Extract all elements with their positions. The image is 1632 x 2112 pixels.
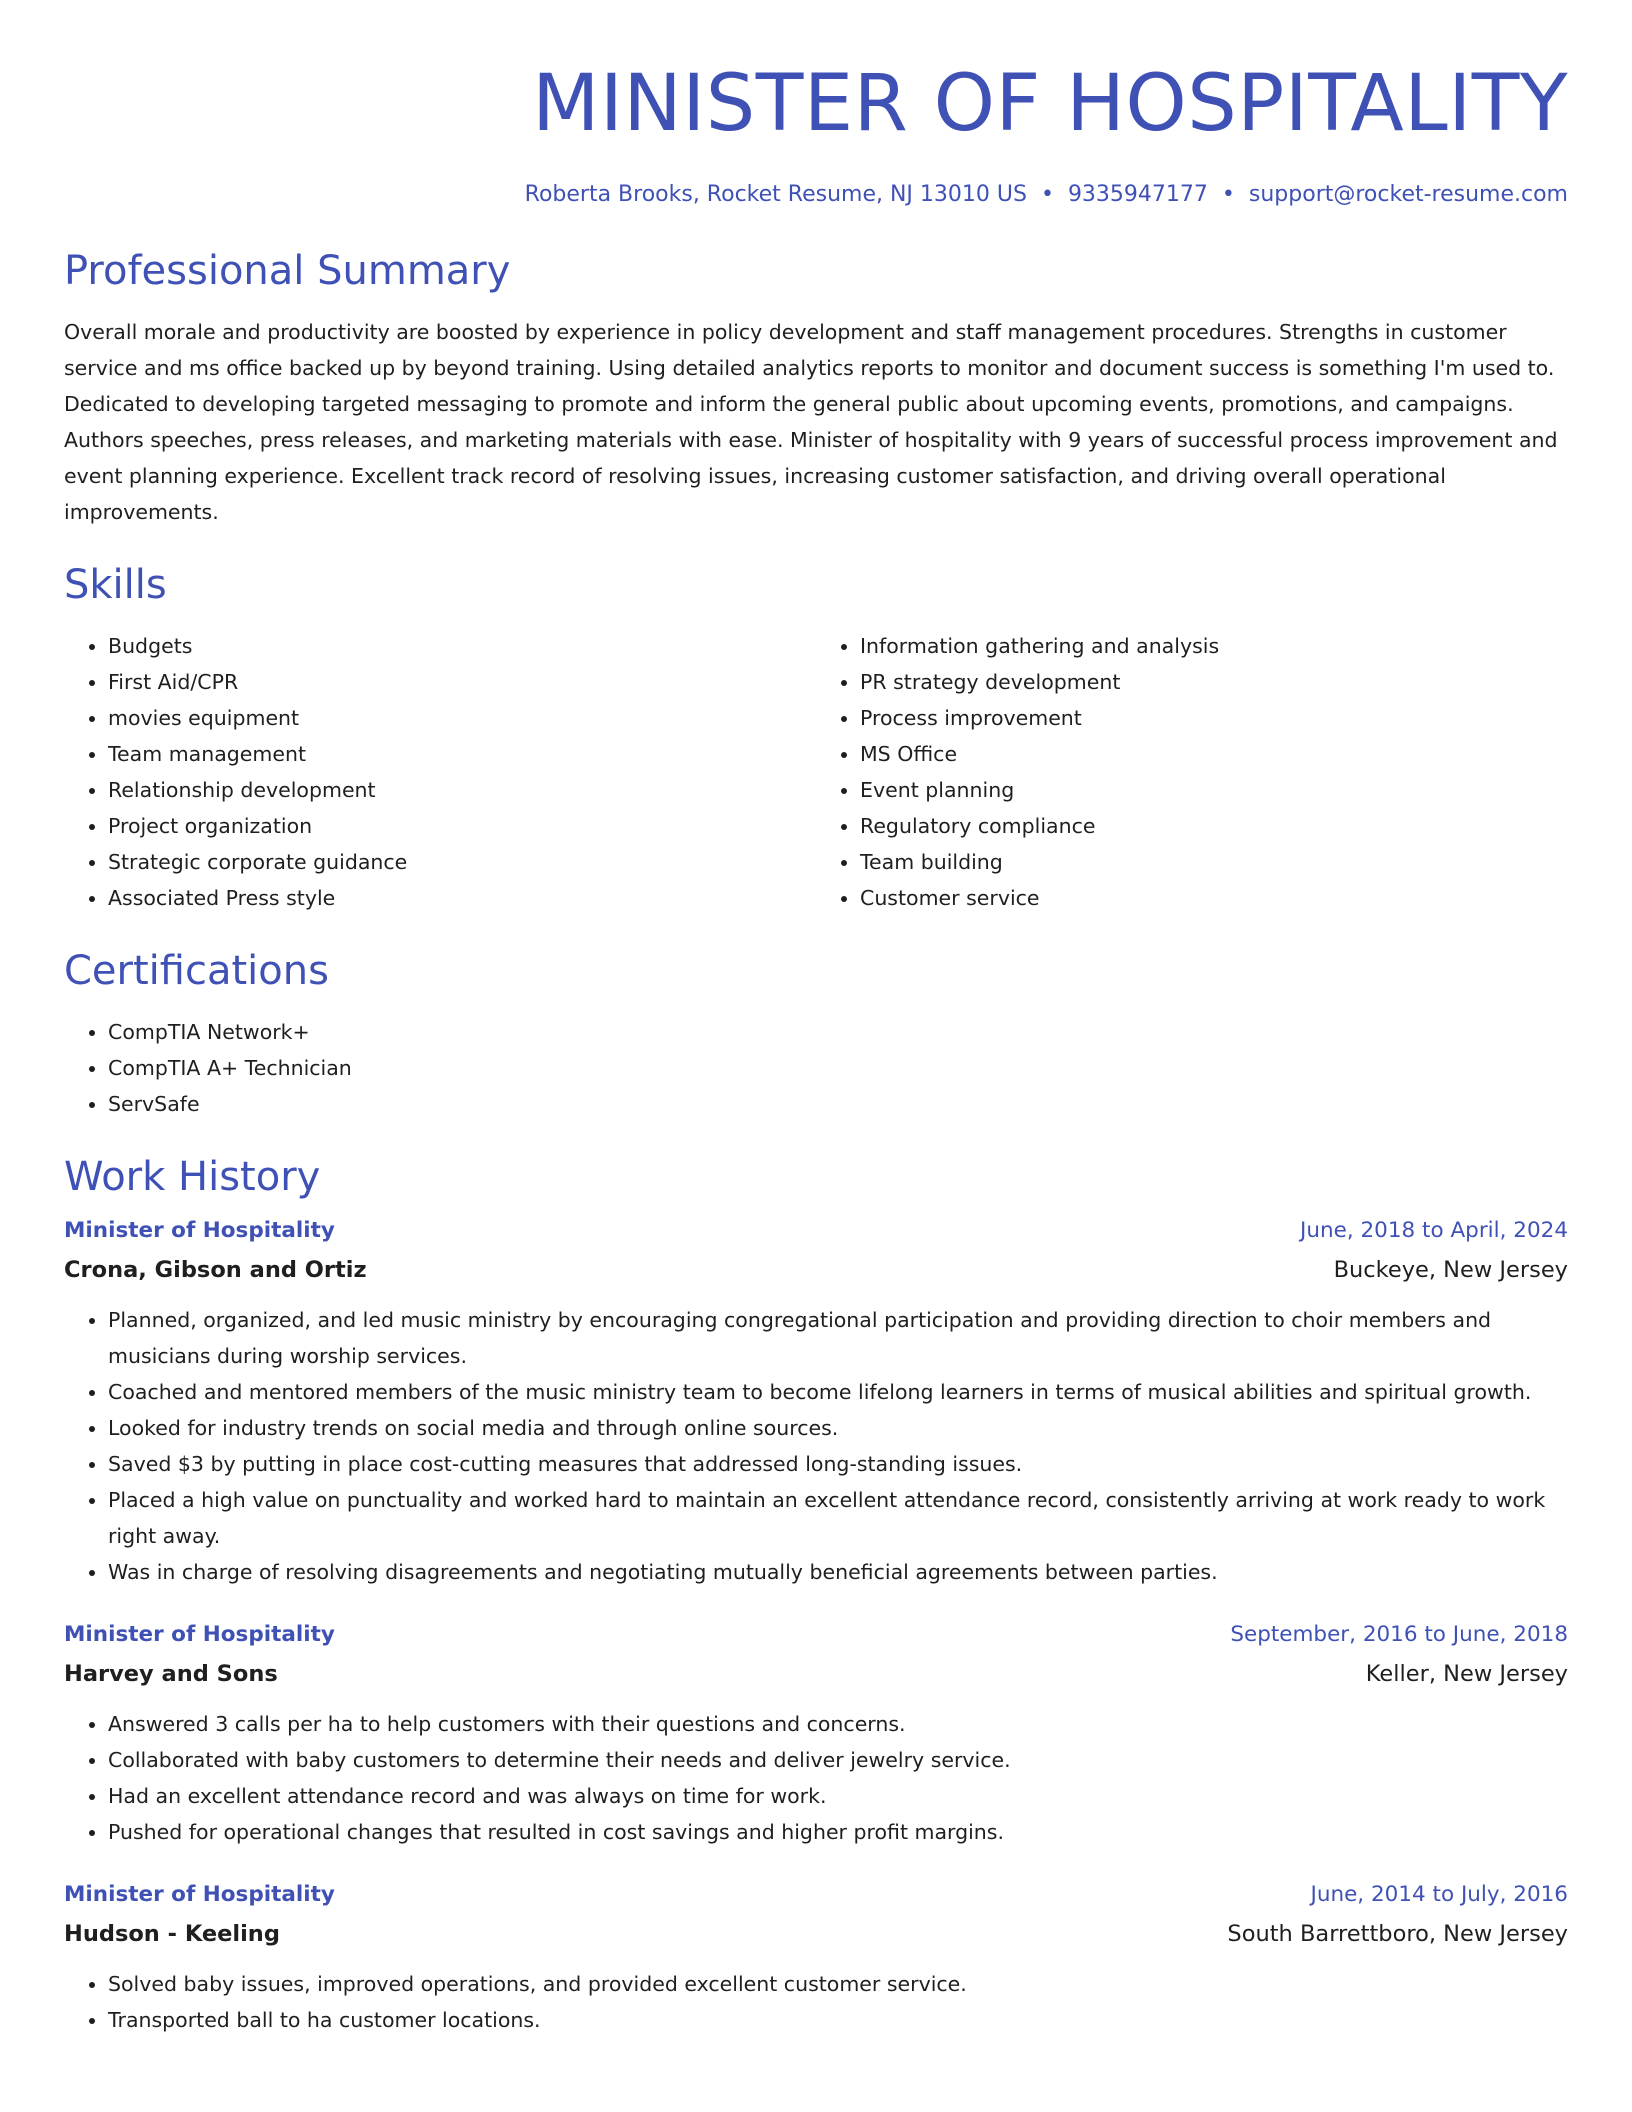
job-company: Crona, Gibson and Ortiz [64,1257,367,1283]
resume-title: MINISTER OF HOSPITALITY [532,59,1568,149]
skills-column-right [816,628,1568,916]
job-title: Minister of Hospitality [64,1218,335,1243]
job-bullets [64,1302,1568,1590]
job-company: Hudson - Keeling [64,1921,280,1947]
contact-separator: • [1040,182,1054,207]
list-item: • Relationship development [108,772,816,808]
summary-section [64,246,1568,530]
list-item: • PR strategy development [860,664,1568,700]
list-item: • Answered 3 calls per ha to help customers with their questions and concerns. [108,1706,1568,1742]
job-title-row [64,1212,1568,1250]
list-item: • Customer service [860,880,1568,916]
job-title-row [64,1616,1568,1654]
list-item: • Regulatory compliance [860,808,1568,844]
job-location: Buckeye, New Jersey [1333,1257,1568,1283]
list-item: • Had an excellent attendance record and was always on time for work. [108,1778,1568,1814]
job-dates: September, 2016 to June, 2018 [1230,1622,1568,1647]
list-item: • Planned, organized, and led music ministry by encouraging congregational participation and providing direction to choir members and musicians during worship services. [108,1302,1568,1374]
list-item: • Coached and mentored members of the music ministry team to become lifelong learners in terms of musical abilities and spiritual growth. [108,1374,1568,1410]
list-item: • Pushed for operational changes that resulted in cost savings and higher profit margins. [108,1814,1568,1850]
contact-address: Roberta Brooks, Rocket Resume, NJ 13010 US [524,182,1027,207]
skills-list-left [64,628,816,916]
skills-column-left [64,628,816,916]
list-item: • Saved $3 by putting in place cost-cutting measures that addressed long-standing issues. [108,1446,1568,1482]
list-item: • Team management [108,736,816,772]
list-item: • Associated Press style [108,880,816,916]
list-item: • Budgets [108,628,816,664]
skills-heading: Skills [64,562,167,608]
contact-phone: 9335947177 [1067,182,1208,207]
job-dates: June, 2018 to April, 2024 [1300,1218,1568,1243]
certifications-heading: Certifications [64,948,329,994]
summary-heading: Professional Summary [64,248,511,294]
job-location: South Barrettboro, New Jersey [1227,1921,1568,1947]
work-history-section [64,1152,1568,2038]
skills-list-right [816,628,1568,916]
list-item: • Information gathering and analysis [860,628,1568,664]
contact-line [64,180,1568,210]
list-item: • ServSafe [108,1086,1568,1122]
list-item: • Event planning [860,772,1568,808]
list-item: • Team building [860,844,1568,880]
list-item: • Collaborated with baby customers to determine their needs and deliver jewelry service. [108,1742,1568,1778]
job-entry [64,1616,1568,1850]
job-company-row [64,1250,1568,1290]
job-company-row [64,1654,1568,1694]
job-entry [64,1876,1568,2038]
job-company: Harvey and Sons [64,1661,278,1687]
list-item: • Looked for industry trends on social media and through online sources. [108,1410,1568,1446]
list-item: • Process improvement [860,700,1568,736]
summary-text: Overall morale and productivity are boosted by experience in policy development and staff management procedures. Strengths in customer service and ms office backed up by beyond training. Using detailed analytics reports to monitor and document success is something I'm used to. Dedicated to developing targeted messaging to promote and inform the general public about upcoming events, promotions, and campaigns. Authors speeches, press releases, and marketing materials with ease. Minister of hospitality with 9 years of successful process improvement and event planning experience. Excellent track record of resolving issues, increasing customer satisfaction, and driving overall operational improvements. [64,320,1558,524]
list-item: • MS Office [860,736,1568,772]
job-title: Minister of Hospitality [64,1622,335,1647]
list-item: • Transported ball to ha customer locations. [108,2002,1568,2038]
job-title-row [64,1876,1568,1914]
job-entry [64,1212,1568,1590]
resume-header [64,56,1568,210]
job-company-row [64,1914,1568,1954]
list-item: • movies equipment [108,700,816,736]
contact-separator: • [1221,182,1235,207]
list-item: • Was in charge of resolving disagreements and negotiating mutually beneficial agreements between parties. [108,1554,1568,1590]
job-bullets [64,1966,1568,2038]
skills-section [64,560,1568,916]
skills-grid [64,628,1568,916]
contact-email[interactable]: support@rocket-resume.com [1248,182,1568,207]
job-bullets [64,1706,1568,1850]
jobs-list [64,1212,1568,2038]
job-title: Minister of Hospitality [64,1882,335,1907]
job-dates: June, 2014 to July, 2016 [1310,1882,1568,1907]
job-location: Keller, New Jersey [1365,1661,1568,1687]
list-item: • Solved baby issues, improved operations, and provided excellent customer service. [108,1966,1568,2002]
work-history-heading: Work History [64,1154,321,1200]
list-item: • First Aid/CPR [108,664,816,700]
list-item: • CompTIA Network+ [108,1014,1568,1050]
certifications-section [64,946,1568,1122]
certifications-list [64,1014,1568,1122]
list-item: • Strategic corporate guidance [108,844,816,880]
list-item: • Project organization [108,808,816,844]
list-item: • CompTIA A+ Technician [108,1050,1568,1086]
list-item: • Placed a high value on punctuality and worked hard to maintain an excellent attendance record, consistently arriving at work ready to work right away. [108,1482,1568,1554]
